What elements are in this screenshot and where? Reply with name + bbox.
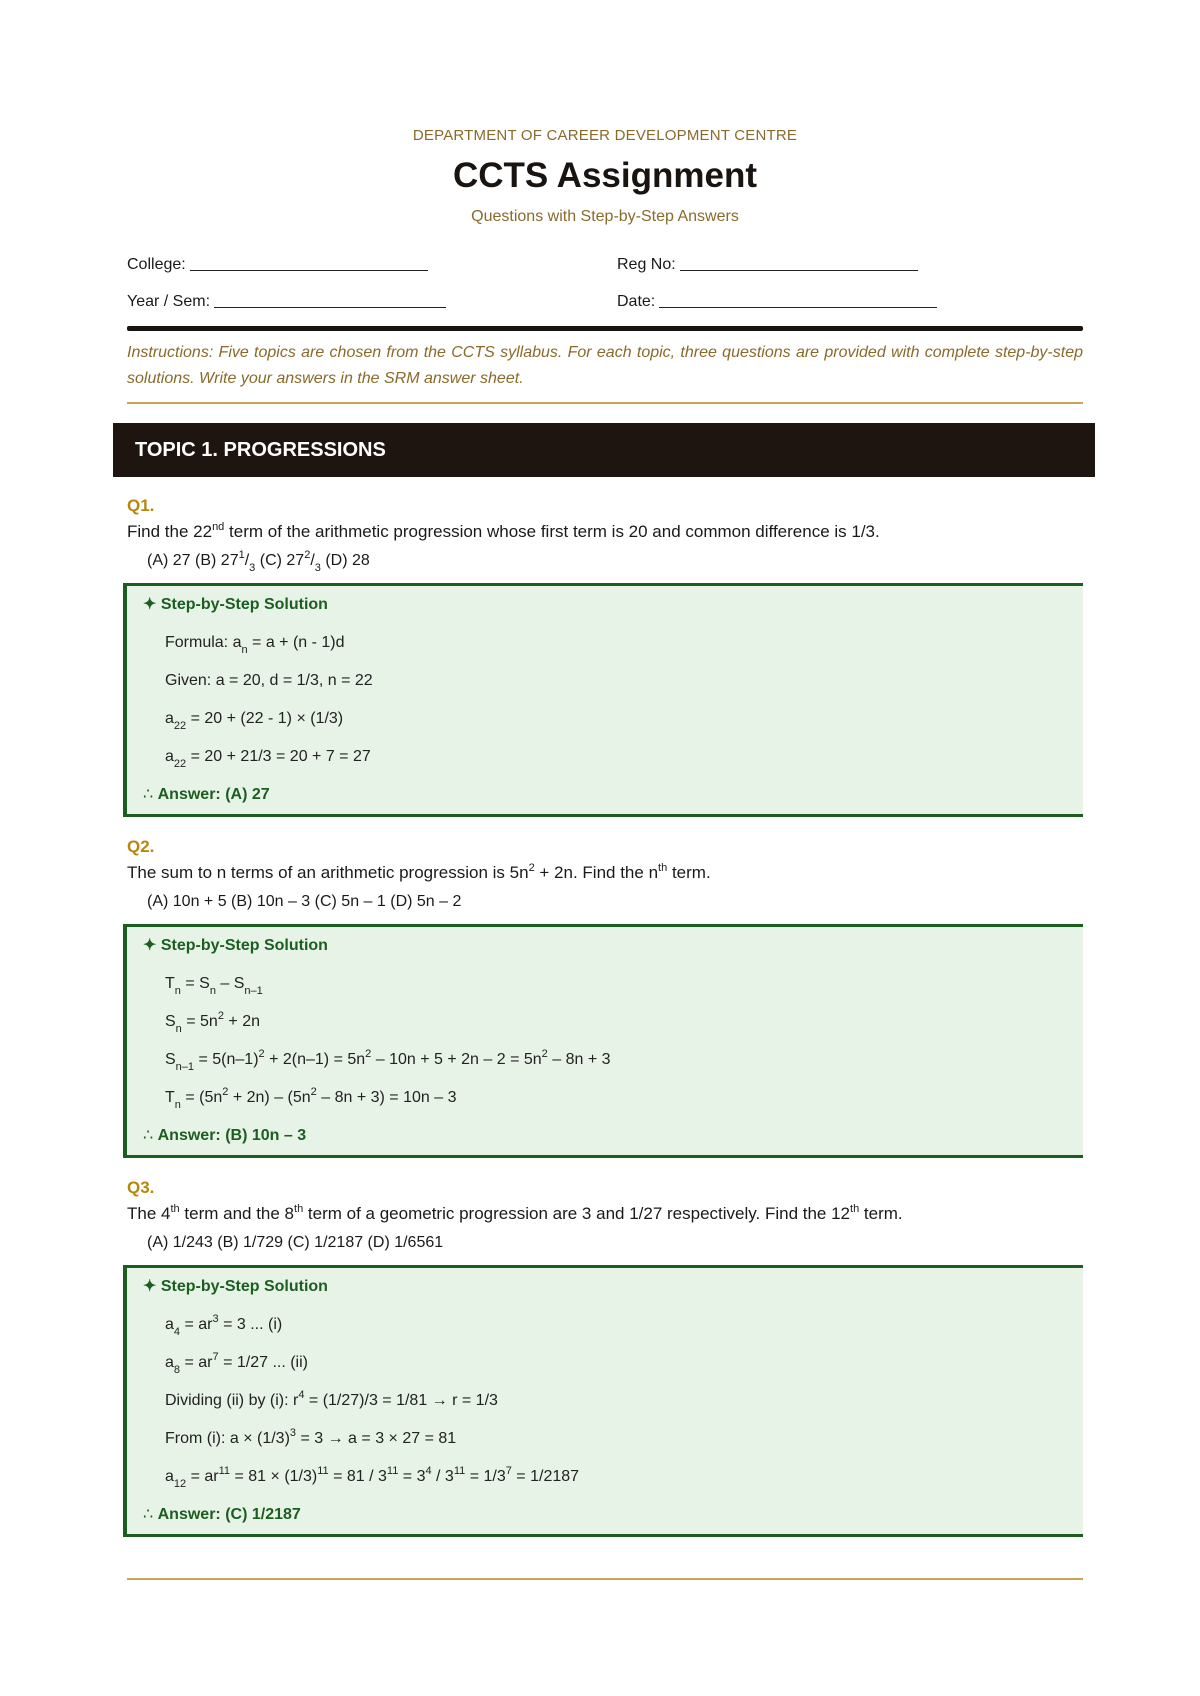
text-run: = 3 → a = 3 × 27 = 81 — [296, 1430, 457, 1447]
subscript: n — [175, 1023, 182, 1035]
subscript: 22 — [173, 758, 187, 770]
superscript: 7 — [212, 1351, 219, 1363]
question-1 — [127, 493, 1083, 817]
solution-step — [127, 1079, 1083, 1117]
solution-header: ✦ Step-by-Step Solution — [143, 596, 328, 613]
superscript: 3 — [289, 1427, 297, 1439]
answer-text: Answer: (A) 27 — [157, 786, 270, 803]
text-run: a — [165, 1468, 174, 1485]
superscript: th — [294, 1203, 304, 1215]
text-run: + 2n) – (5n — [228, 1089, 311, 1106]
superscript: 4 — [425, 1465, 432, 1477]
subscript: n–1 — [244, 985, 263, 997]
instructions-divider — [127, 402, 1083, 404]
superscript: 11 — [386, 1465, 399, 1477]
text-run: + 2n. Find the n — [534, 863, 659, 882]
page-title: CCTS Assignment — [452, 156, 757, 195]
text-run: = 3 — [398, 1468, 426, 1485]
solution-step — [127, 738, 1083, 776]
superscript: 2 — [541, 1048, 548, 1060]
text-run: / — [310, 552, 315, 569]
subscript: 3 — [314, 562, 321, 574]
question-3 — [127, 1175, 1083, 1537]
instructions: Instructions: Five topics are chosen from the CCTS syllabus. For each topic, three questions are provided with complete step-by-step solutions. Write your answers in the SRM answer sheet. — [127, 344, 1083, 387]
text-run: – S — [215, 975, 245, 992]
subscript: n–1 — [175, 1061, 195, 1073]
text-run: term. — [859, 1204, 903, 1223]
superscript: 1 — [238, 549, 245, 561]
text-run: (C) 27 — [255, 552, 305, 569]
text-run: = ar — [180, 1354, 213, 1371]
text-run: term. — [667, 863, 711, 882]
reg-no-blank — [680, 269, 918, 271]
year-sem-field — [127, 293, 446, 311]
question-text — [127, 519, 1083, 545]
text-run: The 4 — [127, 1204, 171, 1223]
solution-answer — [127, 1496, 1083, 1534]
superscript: 2 — [217, 1010, 224, 1022]
superscript: 11 — [453, 1465, 466, 1477]
superscript: 2 — [365, 1048, 372, 1060]
superscript: 2 — [310, 1086, 317, 1098]
question-text — [127, 1201, 1083, 1227]
text-run: – 8n + 3) = 10n – 3 — [316, 1089, 457, 1106]
therefore-icon: ∴ — [143, 1506, 158, 1523]
subscript: 3 — [249, 562, 256, 574]
question-label: Q1. — [127, 496, 155, 515]
text-run: + 2(n–1) = 5n — [264, 1051, 366, 1068]
question-text — [127, 860, 1083, 886]
superscript: th — [658, 862, 668, 874]
solution-header: ✦ Step-by-Step Solution — [143, 1278, 328, 1295]
question-2 — [127, 834, 1083, 1158]
text-run: term of the arithmetic progression whose first term is 20 and common difference is 1/3. — [224, 522, 880, 541]
text-run: = 5n — [181, 1013, 218, 1030]
college-blank — [190, 269, 428, 271]
text-run: – 8n + 3 — [547, 1051, 611, 1068]
header-divider — [127, 326, 1083, 331]
solution-box — [123, 583, 1083, 817]
superscript: nd — [212, 521, 225, 533]
reg-no-field — [617, 256, 918, 274]
solution-step — [127, 1306, 1083, 1344]
solution-step — [127, 1003, 1083, 1041]
text-run: term and the 8 — [179, 1204, 295, 1223]
text-run: = 5(n–1) — [194, 1051, 259, 1068]
answer-options — [127, 545, 1083, 577]
solution-step — [127, 1041, 1083, 1079]
superscript: th — [170, 1203, 180, 1215]
superscript: 4 — [298, 1389, 305, 1401]
subscript: 4 — [173, 1326, 181, 1338]
superscript: 2 — [304, 549, 311, 561]
year-sem-blank — [214, 306, 446, 308]
text-run: S — [165, 1013, 176, 1030]
superscript: 11 — [317, 1465, 329, 1477]
text-run: (D) 28 — [320, 552, 370, 569]
question-list — [127, 493, 1083, 1554]
text-run: = a + (n - 1)d — [247, 634, 345, 651]
question-label: Q3. — [127, 1178, 155, 1197]
text-run: a — [165, 1354, 174, 1371]
text-run: = 20 + (22 - 1) × (1/3) — [186, 710, 344, 727]
subscript: n — [174, 1099, 181, 1111]
text-run: From (i): a × (1/3) — [165, 1430, 290, 1447]
year-sem-label: Year / Sem: — [127, 293, 211, 310]
therefore-icon: ∴ — [143, 1127, 158, 1144]
text-run: a — [165, 710, 174, 727]
superscript: th — [850, 1203, 860, 1215]
superscript: 2 — [222, 1086, 229, 1098]
college-label: College: — [127, 256, 186, 273]
date-field — [617, 293, 937, 311]
topic-heading: TOPIC 1. PROGRESSIONS — [113, 423, 1095, 477]
superscript: 2 — [258, 1048, 265, 1060]
solution-step — [127, 624, 1083, 662]
answer-options — [127, 1227, 1083, 1259]
text-run: = 1/3 — [465, 1468, 506, 1485]
answer-options — [127, 886, 1083, 918]
text-run: Dividing (ii) by (i): r — [165, 1392, 299, 1409]
solution-step — [127, 1382, 1083, 1420]
subscript: n — [174, 985, 181, 997]
text-run: Find the 22 — [127, 522, 213, 541]
solution-header: ✦ Step-by-Step Solution — [143, 937, 328, 954]
solution-box — [123, 1265, 1083, 1537]
text-run: + 2n — [223, 1013, 260, 1030]
subscript: 22 — [173, 720, 187, 732]
therefore-icon: ∴ — [143, 786, 158, 803]
subscript: 8 — [173, 1364, 181, 1376]
text-run: = 1/27 ... (ii) — [218, 1354, 308, 1371]
subscript: n — [241, 644, 248, 656]
college-field — [127, 256, 428, 274]
text-run: = 81 / 3 — [328, 1468, 387, 1485]
reg-no-label: Reg No: — [617, 256, 676, 273]
department-name: DEPARTMENT OF CAREER DEVELOPMENT CENTRE — [412, 127, 798, 144]
text-run: a — [165, 748, 174, 765]
superscript: 7 — [505, 1465, 512, 1477]
page-subtitle: Questions with Step-by-Step Answers — [471, 208, 739, 225]
solution-step — [127, 700, 1083, 738]
text-run: T — [165, 975, 175, 992]
solution-step — [127, 1458, 1083, 1496]
text-run: = (5n — [180, 1089, 223, 1106]
date-label: Date: — [617, 293, 656, 310]
text-run: – 10n + 5 + 2n – 2 = 5n — [371, 1051, 542, 1068]
text-run: = 3 ... (i) — [218, 1316, 283, 1333]
solution-answer — [127, 1117, 1083, 1155]
text-run: / — [244, 552, 250, 569]
subscript: 12 — [173, 1478, 187, 1490]
solution-step — [127, 965, 1083, 1003]
answer-text: Answer: (B) 10n – 3 — [157, 1127, 307, 1144]
text-run: = 1/2187 — [511, 1468, 580, 1485]
text-run: (A) 27 (B) 27 — [147, 552, 239, 569]
text-run: Given: a = 20, d = 1/3, n = 22 — [165, 672, 373, 689]
text-run: / 3 — [431, 1468, 454, 1485]
footer-divider — [127, 1578, 1083, 1580]
text-run: = ar — [180, 1316, 213, 1333]
question-label: Q2. — [127, 837, 155, 856]
text-run: (A) 1/243 (B) 1/729 (C) 1/2187 (D) 1/6561 — [147, 1234, 444, 1251]
text-run: = 20 + 21/3 = 20 + 7 = 27 — [186, 748, 371, 765]
text-run: = (1/27)/3 = 1/81 → r = 1/3 — [304, 1392, 498, 1409]
text-run: term of a geometric progression are 3 and 1/27 respectively. Find the 12 — [303, 1204, 851, 1223]
solution-step — [127, 1420, 1083, 1458]
solution-box — [123, 924, 1083, 1158]
solution-step — [127, 662, 1083, 700]
date-blank — [659, 306, 937, 308]
text-run: S — [165, 1051, 176, 1068]
text-run: (A) 10n + 5 (B) 10n – 3 (C) 5n – 1 (D) 5n – 2 — [147, 893, 462, 910]
superscript: 3 — [212, 1313, 219, 1325]
text-run: Formula: a — [165, 634, 242, 651]
superscript: 11 — [218, 1465, 231, 1477]
superscript: 2 — [528, 862, 535, 874]
text-run: = 81 × (1/3) — [230, 1468, 318, 1485]
text-run: = S — [180, 975, 210, 992]
subscript: n — [209, 985, 216, 997]
text-run: T — [165, 1089, 175, 1106]
solution-answer — [127, 776, 1083, 814]
text-run: The sum to n terms of an arithmetic progression is 5n — [127, 863, 529, 882]
text-run: = ar — [186, 1468, 219, 1485]
answer-text: Answer: (C) 1/2187 — [157, 1506, 301, 1523]
solution-step — [127, 1344, 1083, 1382]
text-run: a — [165, 1316, 174, 1333]
